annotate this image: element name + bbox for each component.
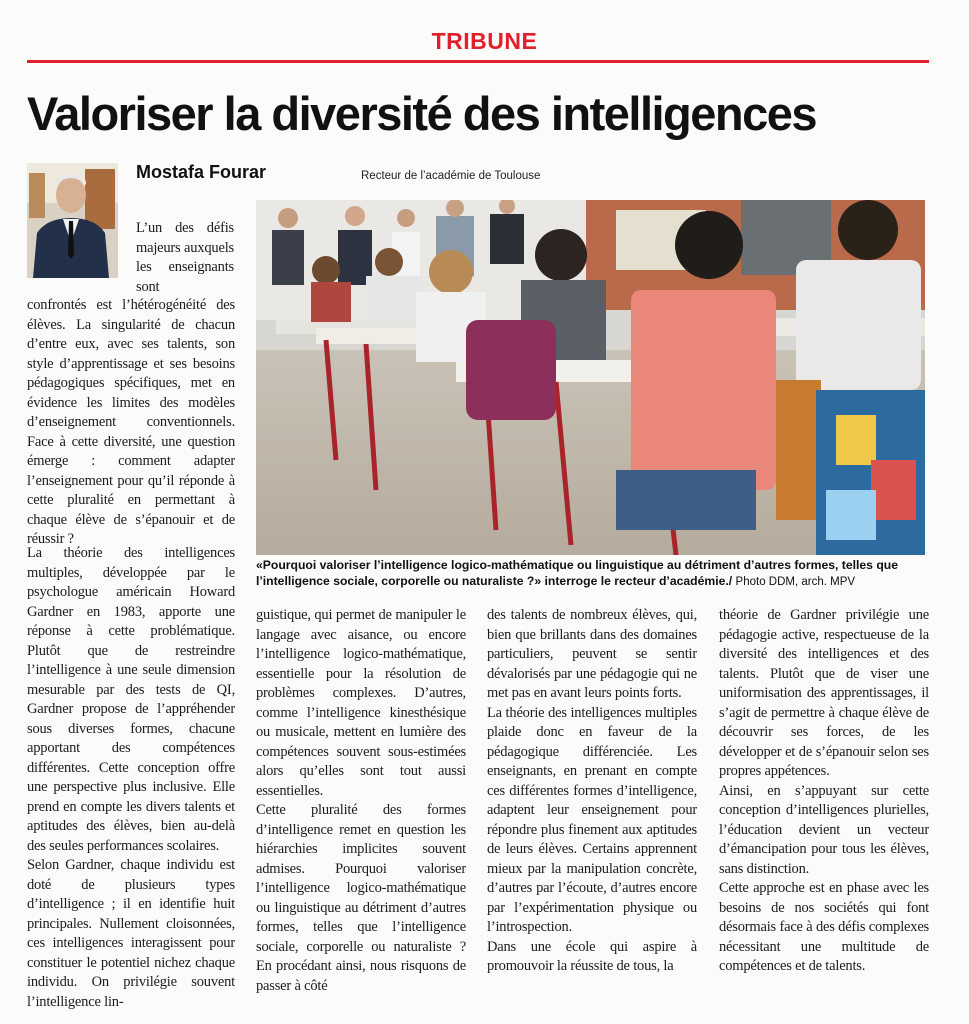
paragraph: des talents de nombreux élèves, qui, bien que brillants dans des domaines particuliers, peuvent se sentir dévalorisés par une pédagogie qui ne met pas en avant leurs points forts.: [487, 607, 697, 701]
classroom-photo: [256, 200, 925, 555]
paragraph: La théorie des intelligences multiples plaide donc en faveur de la pédagogique différenciée. Les enseignants, en prenant en compte ces différentes formes d’intelligence, adaptent leur enseignement pour répondre plus finement aux aptitudes de leurs élèves. Certains apprennent mieux par la manipulation concrète, d’autres par l’écoute, d’autres encore par l’expérimentation physique ou l’introspection.: [487, 704, 697, 935]
section-rule: [27, 60, 929, 63]
paragraph: Ainsi, en s’appuyant sur cette conception d’intelligences plurielles, l’éducation devient un vecteur d’émancipation pour tous les élèves, sans distinction.: [719, 782, 929, 877]
paragraph: La théorie des intelligences multiples, développée par le psychologue américain Howard Gardner en 1983, apporte une réponse à cette problématique. Plutôt que de restreindre l’intelligence à une seule dimension mesurable par des tests de QI, Gardner propose de l’appréhender sous diverses formes, chacune apportant des compétences différentes. Cette conception offre une perspective plus inclusive. Elle prend en compte les divers talents et aptitudes des élèves, bien au-delà des seules performances scolaires.: [27, 545, 235, 854]
author-role: Recteur de l’académie de Toulouse: [361, 170, 541, 182]
paragraph: théorie de Gardner privilégie une pédagogie active, respectueuse de la diversité des intelligences et des talents. Plutôt que de viser une uniformisation des apprentissages, il s’agit de permettre à chaque élève de découvrir ses forces, de les développer et de s’épanouir selon ses propres appétences.: [719, 607, 929, 779]
paragraph: Cette approche est en phase avec les besoins de nos sociétés qui font désormais face à des défis complexes nécessitant une multitude de compétences et de talents.: [719, 880, 929, 974]
paragraph: L’un des défis majeurs auxquels les enseignants sont: [136, 220, 234, 295]
column-1-intro: [27, 296, 235, 548]
paragraph: Cette pluralité des formes d’intelligence remet en question les hiérarchies implicites souvent admises. Pourquoi valoriser l’intelligence logico-mathématique ou linguistique au détriment d’autres formes, telles que l’intelligence sociale, corporelle ou naturaliste ? En procédant ainsi, nous risquons de passer à côté: [256, 802, 466, 994]
author-portrait: [27, 163, 118, 278]
paragraph: guistique, qui permet de manipuler le langage avec aisance, ou encore l’intelligence logico-mathématique, essentielle pour la résolution de problèmes complexes. D’autres, comme l’intelligence kinesthésique ou musicale, mettent en lumière des compétences souvent sous-estimées alors qu’elles sont tout aussi essentielles.: [256, 607, 466, 799]
headline: Valoriser la diversité des intelligences: [27, 87, 817, 140]
paragraph: Selon Gardner, chaque individu est doté de plusieurs types d’intelligence ; il en identifie huit principales. Nullement cloisonnées, ces intelligences interagissent pour constituer le potentiel nichez chaque individu. On privilégie souvent l’intelligence lin-: [27, 857, 235, 1010]
column-4: [719, 606, 929, 1010]
photo-caption: [256, 557, 928, 590]
paragraph: confrontés est l’hétérogénéité des élèves. La singularité de chacun d’entre eux, avec ses talents, son style d’apprentissage et ses besoins pédagogiques spécifiques, met en évidence les limites des modèles d’enseignement conventionnels. Face à cette diversité, une question émerge : comment adapter l’enseignement pour qu’il réponde à cette pluralité en permettant à chaque élève de s’épanouir et de réussir ?: [27, 297, 235, 547]
caption-quote: «Pourquoi valoriser l’intelligence logico-mathématique ou linguistique au détriment d’autres formes, telles que l’intelligence sociale, corporelle ou naturaliste ?» interroge le recteur d’académie./: [256, 558, 898, 588]
caption-credit: Photo DDM, arch. MPV: [735, 576, 856, 588]
column-3: [487, 606, 697, 1010]
paragraph: Dans une école qui aspire à promouvoir la réussite de tous, la: [487, 938, 697, 974]
section-label: TRIBUNE: [431, 28, 538, 54]
column-2: [256, 606, 466, 1010]
column-1: [27, 544, 235, 1010]
author-name: Mostafa Fourar: [136, 162, 267, 182]
